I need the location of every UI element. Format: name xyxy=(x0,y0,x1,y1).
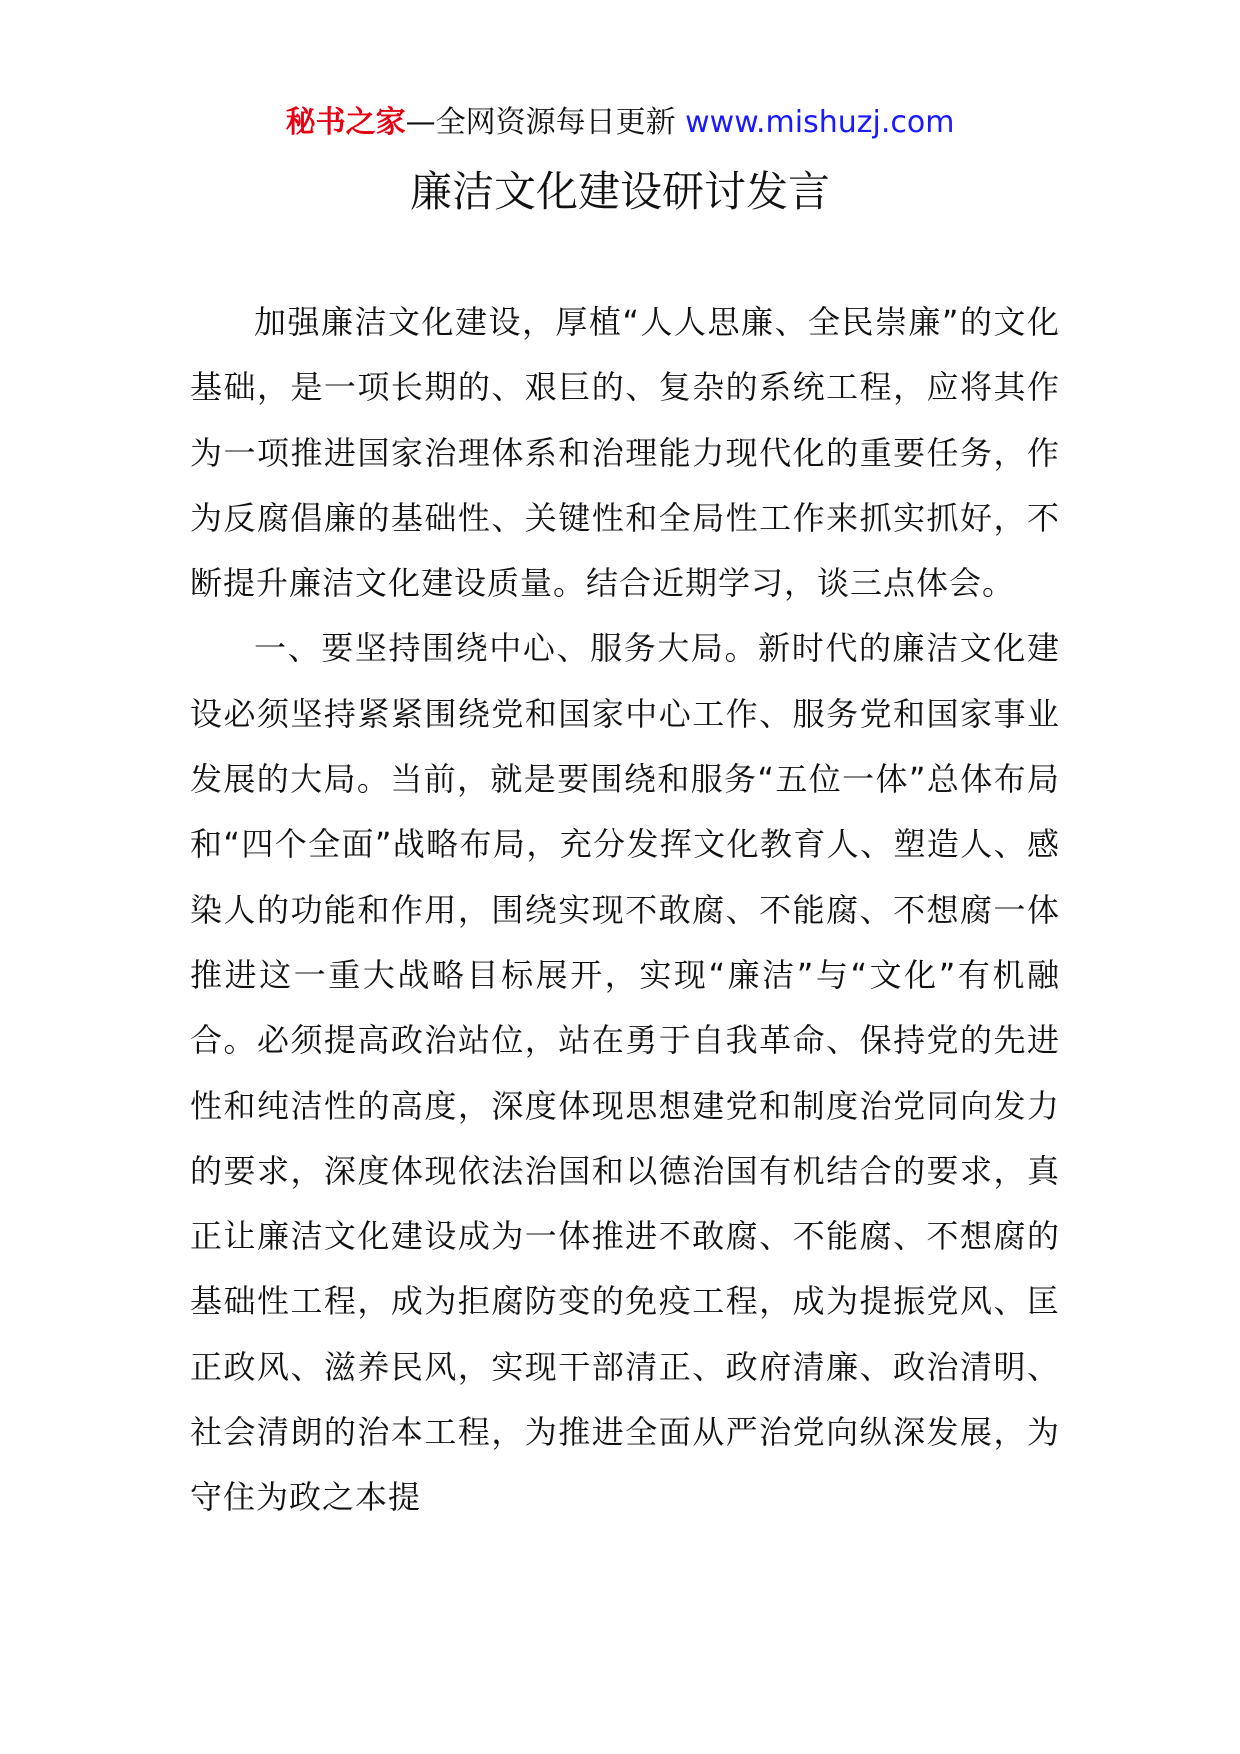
paragraph-intro: 加强廉洁文化建设，厚植“人人思廉、全民崇廉”的文化基础，是一项长期的、艰巨的、复杂的系统工程，应将其作为一项推进国家治理体系和治理能力现代化的重要任务，作为反腐倡廉的基础性、关键性和全局性工作来抓实抓好，不断提升廉洁文化建设质量。结合近期学习，谈三点体会。 xyxy=(190,303,1060,603)
site-url-link[interactable]: www.mishuzj.com xyxy=(685,105,955,140)
site-tagline: —全网资源每日更新 xyxy=(405,105,676,140)
paragraph-point-one: 一、要坚持围绕中心、服务大局。新时代的廉洁文化建设必须坚持紧紧围绕党和国家中心工作、服务党和国家事业发展的大局。当前，就是要围绕和服务“五位一体”总体布局和“四个全面”战略布局，充分发挥文化教育人、塑造人、感染人的功能和作用，围绕实现不敢腐、不能腐、不想腐一体推进这一重大战略目标展开，实现“廉洁”与“文化”有机融合。必须提高政治站位，站在勇于自我革命、保持党的先进性和纯洁性的高度，深度体现思想建党和制度治党同向发力的要求，深度体现依法治国和以德治国有机结合的要求，真正让廉洁文化建设成为一体推进不敢腐、不能腐、不想腐的基础性工程，成为拒腐防变的免疫工程，成为提振党风、匡正政风、滋养民风，实现干部清正、政府清廉、政治清明、社会清朗的治本工程，为推进全面从严治党向纵深发展，为守住为政之本提 xyxy=(190,629,1060,1517)
site-brand: 秘书之家 xyxy=(285,105,406,140)
document-title: 廉洁文化建设研讨发言 xyxy=(409,167,830,216)
site-header xyxy=(0,103,1240,143)
document-body xyxy=(190,290,1060,1531)
